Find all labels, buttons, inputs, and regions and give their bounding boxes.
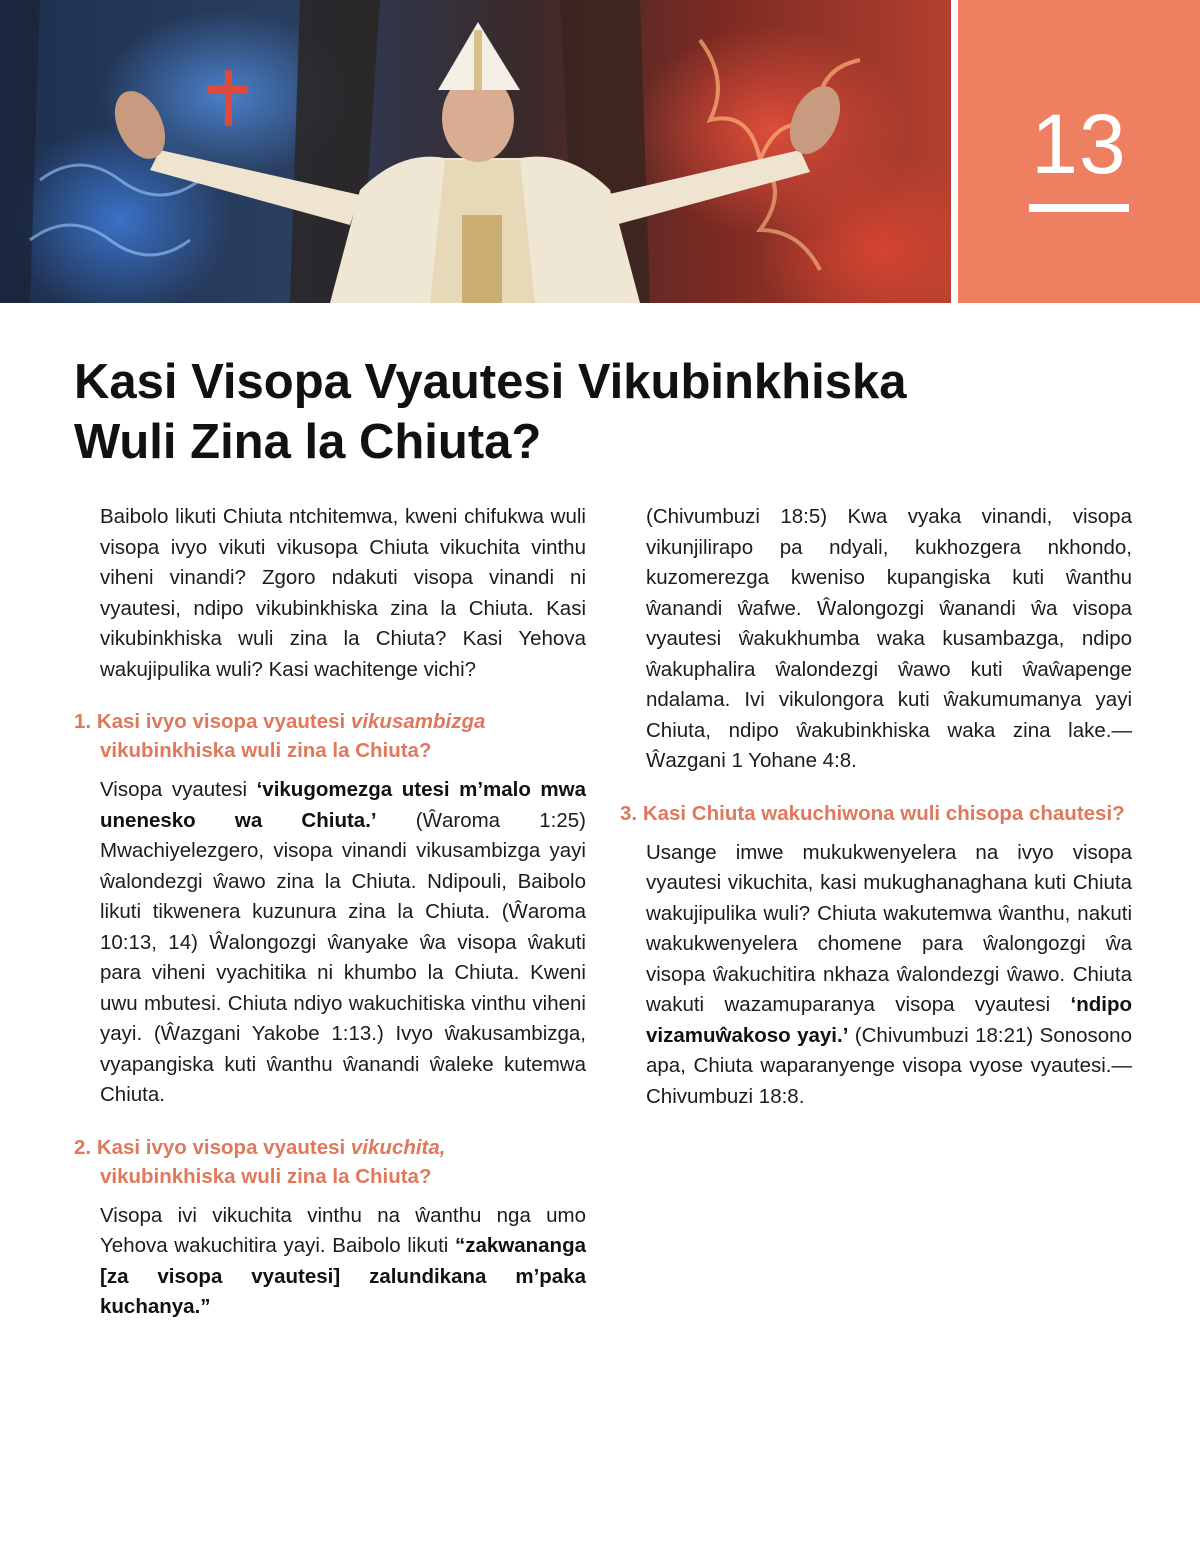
chapter-underline: [1029, 204, 1129, 212]
hero-image: [0, 0, 951, 303]
question-2-text-end: vikubinkhiska wuli zina la Chiuta?: [100, 1164, 432, 1188]
question-2-text-start: Kasi ivyo visopa vyautesi: [96, 1135, 351, 1159]
answer-2-paragraph-start: [100, 1201, 586, 1323]
answer-2-paragraph-continued: (Chivumbuzi 18:5) Kwa vyaka vinandi, visopa vikunjilirapo pa ndyali, kukhozgera nkhondo, kuzomerezga kweniso kupangiska kuti ŵanthu ŵanandi ŵafwe. Ŵalongozgi ŵanandi ŵa visopa vyautesi ŵakukhumba waka kusambazga, ndipo ŵakuphalira ŵalondezgi ŵawo kuti ŵaŵapenge ndalama. Ivi vikulongora kuti ŵakumumanya yayi Chiuta, ndipo ŵakubinkhiska waka zina lake.—Ŵazgani 1 Yohane 4:8.: [646, 505, 1132, 772]
question-3-number: 3.: [620, 801, 638, 825]
page-title: [74, 352, 1074, 472]
question-2: [74, 1133, 586, 1191]
answer-3-paragraph: [646, 838, 1132, 1113]
right-column: [620, 502, 1132, 1112]
chapter-number: 13: [1031, 97, 1127, 191]
question-1-number: 1.: [74, 710, 92, 733]
question-1-text-end: vikubinkhiska wuli zina la Chiuta?: [100, 739, 432, 762]
question-1: [74, 707, 586, 765]
question-3-text: Kasi Chiuta wakuchiwona wuli chisopa chautesi?: [642, 801, 1125, 825]
question-1-text-start: Kasi ivyo visopa vyautesi: [96, 710, 351, 733]
hero-illustration: [0, 0, 951, 303]
answer-3-bold-quote: ‘ndipo vizamuŵakoso yayi.’: [646, 993, 1132, 1047]
question-1-emphasis: vikusambizga: [350, 710, 486, 733]
answer-1-text-end: (Ŵaroma 1:25) Mwachiyelezgero, visopa vinandi vikusambizga yayi ŵalondezgi ŵawo zina la Chiuta. Ndipouli, Baibolo likuti tikwenera kuzunura zina la Chiuta. (Ŵaroma 10:13, 14) Ŵalongozgi ŵanyake ŵa visopa ŵakuti para viheni vyachitika ni khumbo la Chiuta. Kweni uwu mbutesi. Chiuta ndiyo wakuchitiska vinthu viheni yayi. (Ŵazgani Yakobe 1:13.) Ivyo ŵakusambizga, vyapangiska kuti ŵanthu ŵanandi ŵaleke kutemwa Chiuta.: [100, 808, 586, 1106]
intro-paragraph: Baibolo likuti Chiuta ntchitemwa, kweni chifukwa wuli visopa ivyo vikuti vikusopa Chiuta vikuchita vinthu viheni vinandi? Zgoro ndakuti visopa vinandi ni vyautesi, ndipo vikubinkhiska zina la Chiuta. Kasi vikubinkhiska wuli zina la Chiuta? Kasi Yehova wakujipulika wuli? Kasi wachitenge vichi?: [100, 505, 586, 681]
question-2-number: 2.: [74, 1135, 92, 1159]
chapter-number-box: [958, 0, 1200, 303]
answer-3-text-start: Usange imwe mukukwenyelera na ivyo visopa vyautesi vikuchita, kasi mukughanaghana kuti Chiuta wakujipulika wuli? Chiuta wakutemwa ŵanthu, nakuti wakukwenyelera chomene para ŵalongozgi ŵa visopa ŵakuchitira nkhaza ŵalondezgi ŵawo. Chiuta wakuti wazamuparanya visopa vyautesi: [646, 840, 1132, 1016]
question-2-emphasis: vikuchita,: [350, 1135, 446, 1159]
left-column: [74, 502, 586, 1323]
answer-2-bold-quote: “zakwananga [za visopa vyautesi] zalundikana m’paka kuchanya.”: [100, 1234, 586, 1318]
answer-3-text-end: (Chivumbuzi 18:21) Sonosono apa, Chiuta waparanyenge visopa vyose vyautesi.—Chivumbuzi 18:8.: [646, 1023, 1132, 1108]
answer-2-text-start: Visopa ivi vikuchita vinthu na ŵanthu nga umo Yehova wakuchitira yayi. Baibolo likuti: [100, 1203, 586, 1257]
page-title-line-1: Kasi Visopa Vyautesi Vikubinkhiska: [74, 355, 907, 409]
answer-1-paragraph: [100, 775, 586, 1111]
page-title-line-2: Wuli Zina la Chiuta?: [74, 415, 542, 469]
answer-1-bold-quote: ‘vikugomezga utesi m’malo mwa unenesko wa Chiuta.’: [100, 778, 586, 832]
answer-1-text-start: Visopa vyautesi: [100, 778, 257, 801]
question-3: [620, 799, 1132, 828]
